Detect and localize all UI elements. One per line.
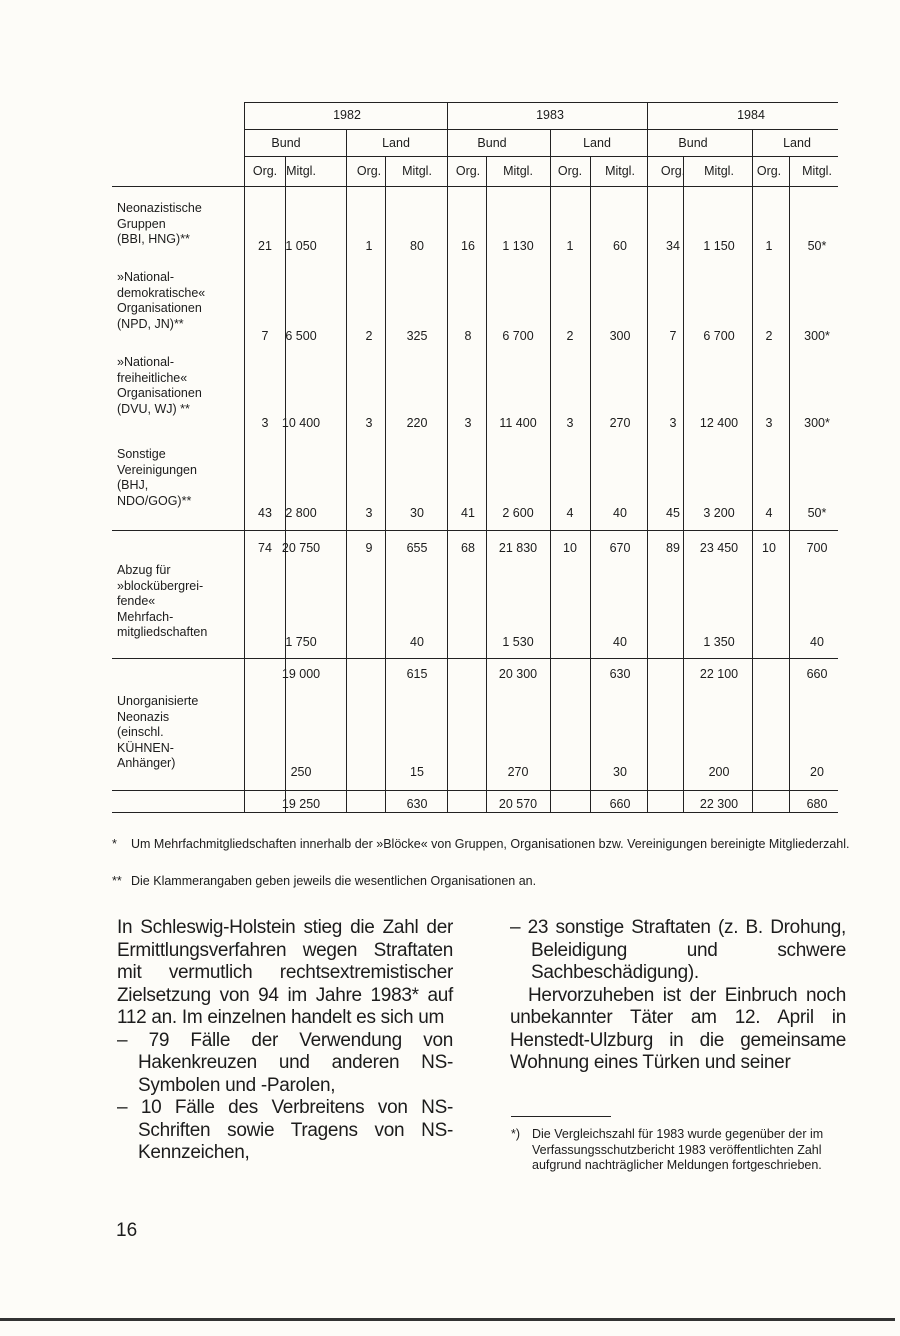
bottom-page-edge	[0, 1318, 895, 1321]
table-cell: 2 600	[502, 506, 534, 520]
list-item: – 10 Fälle des Verbreitens von NS-Schriften sowie Tragens von NS-Kennzeichen,	[117, 1097, 453, 1163]
unorganized-cell: 250	[290, 765, 312, 779]
column-divider	[647, 102, 648, 812]
table-cell: 3 200	[703, 506, 735, 520]
subtotal-cell: 68	[461, 541, 475, 555]
table-cell: 3	[365, 506, 373, 520]
table-cell: 41	[461, 506, 475, 520]
header-mid-line	[244, 129, 838, 130]
column-divider	[285, 156, 286, 812]
table-cell: 60	[613, 239, 627, 253]
year-header: 1982	[333, 108, 361, 122]
table-cell: 6 700	[502, 329, 534, 343]
table-cell: 34	[666, 239, 680, 253]
table-cell: 43	[258, 506, 272, 520]
subtotal-cell: 655	[406, 541, 428, 555]
table-cell: 2 800	[285, 506, 317, 520]
footnote-mark: *	[112, 837, 117, 851]
total-cell: 22 300	[699, 797, 739, 811]
table-cell: 8	[464, 329, 472, 343]
subcolumn-header: Mitgl.	[605, 164, 635, 178]
table-cell: 16	[461, 239, 475, 253]
table-cell: 4	[765, 506, 773, 520]
table-cell: 7	[669, 329, 677, 343]
table-cell: 2	[765, 329, 773, 343]
table-cell: 1 150	[703, 239, 735, 253]
subtotal-cell: 21 830	[498, 541, 538, 555]
table-cell: 325	[406, 329, 428, 343]
footnote-text: Die Vergleichszahl für 1983 wurde gegenüber der im Verfassungsschutzbericht 1983 veröffentlichten Zahl aufgrund nachträglicher Meldungen fortgeschrieben.	[532, 1127, 824, 1172]
total-bottom-line	[112, 812, 838, 813]
column-divider	[590, 156, 591, 812]
total-cell: 20 570	[498, 797, 538, 811]
table-cell: 2	[365, 329, 373, 343]
left-text-column	[117, 917, 453, 1165]
deduction-cell: 1 350	[703, 635, 735, 649]
deduction-cell: 40	[810, 635, 824, 649]
paragraph: Hervorzuheben ist der Einbruch noch unbekannter Täter am 12. April in Henstedt-Ulzburg in die gemeinsame Wohnung eines Türken und seiner	[510, 984, 846, 1073]
subcolumn-header: Org.	[660, 164, 686, 178]
table-cell: 3	[669, 416, 677, 430]
table-cell: 1	[765, 239, 773, 253]
table-cell: 6 500	[285, 329, 317, 343]
unorganized-cell: 200	[708, 765, 730, 779]
list-item: – 79 Fälle der Verwendung von Hakenkreuzen und anderen NS-Symbolen und -Parolen,	[117, 1029, 453, 1096]
subtotal-cell: 74	[258, 541, 272, 555]
subtotal-cell: 20 750	[281, 541, 321, 555]
unorganized-cell: 270	[507, 765, 529, 779]
subtotal-cell: 670	[609, 541, 631, 555]
table-cell: 2	[566, 329, 574, 343]
column-footnote	[511, 1127, 846, 1174]
table-cell: 50*	[807, 239, 827, 253]
table-cell: 1	[365, 239, 373, 253]
subcolumn-header: Org.	[356, 164, 382, 178]
unorganized-cell: 15	[410, 765, 424, 779]
column-divider	[385, 156, 386, 812]
deduction-cell: 40	[613, 635, 627, 649]
footnote-mark: **	[112, 874, 122, 888]
level-header: Bund	[271, 136, 301, 150]
table-cell: 45	[666, 506, 680, 520]
total-top-line	[112, 790, 838, 791]
column-divider	[346, 129, 347, 812]
deduction-cell: 40	[410, 635, 424, 649]
footnote-divider	[511, 1116, 611, 1117]
column-divider	[486, 156, 487, 812]
table-cell: 3	[566, 416, 574, 430]
subcolumn-header: Mitgl.	[704, 164, 734, 178]
subcolumn-header: Mitgl.	[286, 164, 316, 178]
table-cell: 3	[261, 416, 269, 430]
subcolumn-header: Org.	[455, 164, 481, 178]
total-cell: 680	[806, 797, 828, 811]
header-line-2	[244, 156, 838, 157]
subcolumn-header: Org.	[252, 164, 278, 178]
level-header: Land	[583, 136, 611, 150]
net-line	[112, 658, 838, 659]
subtotal-cell: 23 450	[699, 541, 739, 555]
net-cell: 20 300	[498, 667, 538, 681]
subcolumn-header: Mitgl.	[503, 164, 533, 178]
table-cell: 300*	[804, 416, 830, 430]
table-cell: 300	[609, 329, 631, 343]
total-cell: 630	[406, 797, 428, 811]
column-divider	[447, 102, 448, 812]
table-cell: 1 130	[502, 239, 534, 253]
table-cell: 3	[365, 416, 373, 430]
net-cell: 630	[609, 667, 631, 681]
total-cell: 19 250	[281, 797, 321, 811]
table-cell: 50*	[807, 506, 827, 520]
intro-paragraph: In Schleswig-Holstein stieg die Zahl der Ermittlungsverfahren wegen Straftaten mit vermutlich rechtsextremistischer Zielsetzung von 94 im Jahre 1983* auf 112 an. Im einzelnen handelt es sich um	[117, 917, 453, 1028]
subtotal-cell: 10	[563, 541, 577, 555]
subtotal-cell: 700	[806, 541, 828, 555]
column-divider	[752, 129, 753, 812]
table-cell: 4	[566, 506, 574, 520]
table-cell: 1	[566, 239, 574, 253]
subcolumn-header: Mitgl.	[802, 164, 832, 178]
row-label: Unorganisierte Neonazis (einschl. KÜHNEN- Anhänger)	[117, 694, 199, 770]
page-number: 16	[116, 1220, 138, 1241]
table-footnote-1	[112, 837, 852, 869]
deduction-cell: 1 750	[285, 635, 317, 649]
table-cell: 300*	[804, 329, 830, 343]
column-divider	[683, 156, 684, 812]
net-cell: 19 000	[281, 667, 321, 681]
column-divider	[789, 156, 790, 812]
footnote-text: Um Mehrfachmitgliedschaften innerhalb der »Blöcke« von Gruppen, Organisationen bzw. Vereinigungen bereinigte Mitgliederzahl.	[131, 837, 850, 851]
table-cell: 12 400	[699, 416, 739, 430]
net-cell: 660	[806, 667, 828, 681]
header-top-line	[244, 102, 838, 103]
net-cell: 22 100	[699, 667, 739, 681]
subtotal-cell: 89	[666, 541, 680, 555]
level-header: Bund	[477, 136, 507, 150]
header-bottom-line	[112, 186, 838, 187]
subtotal-cell: 10	[762, 541, 776, 555]
net-cell: 615	[406, 667, 428, 681]
table-cell: 80	[410, 239, 424, 253]
right-text-column	[510, 917, 846, 1075]
table-cell: 3	[765, 416, 773, 430]
subcolumn-header: Org.	[557, 164, 583, 178]
table-cell: 30	[410, 506, 424, 520]
column-divider	[550, 129, 551, 812]
year-header: 1983	[536, 108, 564, 122]
level-header: Land	[382, 136, 410, 150]
row-label: Neonazistische Gruppen (BBI, HNG)**	[117, 201, 202, 246]
subcolumn-header: Org.	[756, 164, 782, 178]
row-label: Abzug für »blockübergrei- fende« Mehrfach- mitgliedschaften	[117, 563, 208, 639]
total-cell: 660	[609, 797, 631, 811]
row-label: »National- demokratische« Organisationen (NPD, JN)**	[117, 270, 206, 331]
list-item: – 23 sonstige Straftaten (z. B. Drohung, Beleidigung und schwere Sachbeschädigung).	[510, 917, 846, 983]
table-cell: 7	[261, 329, 269, 343]
table-cell: 270	[609, 416, 631, 430]
table-cell: 6 700	[703, 329, 735, 343]
table-cell: 3	[464, 416, 472, 430]
table-footnote-2	[112, 874, 852, 890]
row-label: »National- freiheitliche« Organisationen (DVU, WJ) **	[117, 355, 202, 416]
footnote-text: Die Klammerangaben geben jeweils die wesentlichen Organisationen an.	[131, 874, 537, 888]
footnote-mark: *)	[511, 1127, 521, 1141]
subcolumn-header: Mitgl.	[402, 164, 432, 178]
table-cell: 220	[406, 416, 428, 430]
level-header: Bund	[678, 136, 708, 150]
deduction-cell: 1 530	[502, 635, 534, 649]
table-cell: 21	[258, 239, 272, 253]
table-cell: 10 400	[281, 416, 321, 430]
table-cell: 11 400	[499, 416, 537, 430]
unorganized-cell: 30	[613, 765, 627, 779]
level-header: Land	[783, 136, 811, 150]
row-label: Sonstige Vereinigungen (BHJ, NDO/GOG)**	[117, 447, 197, 508]
table-cell: 1 050	[285, 239, 317, 253]
table-cell: 40	[613, 506, 627, 520]
subtotal-cell: 9	[365, 541, 373, 555]
unorganized-cell: 20	[810, 765, 824, 779]
subtotal-line	[112, 530, 838, 531]
year-header: 1984	[737, 108, 765, 122]
